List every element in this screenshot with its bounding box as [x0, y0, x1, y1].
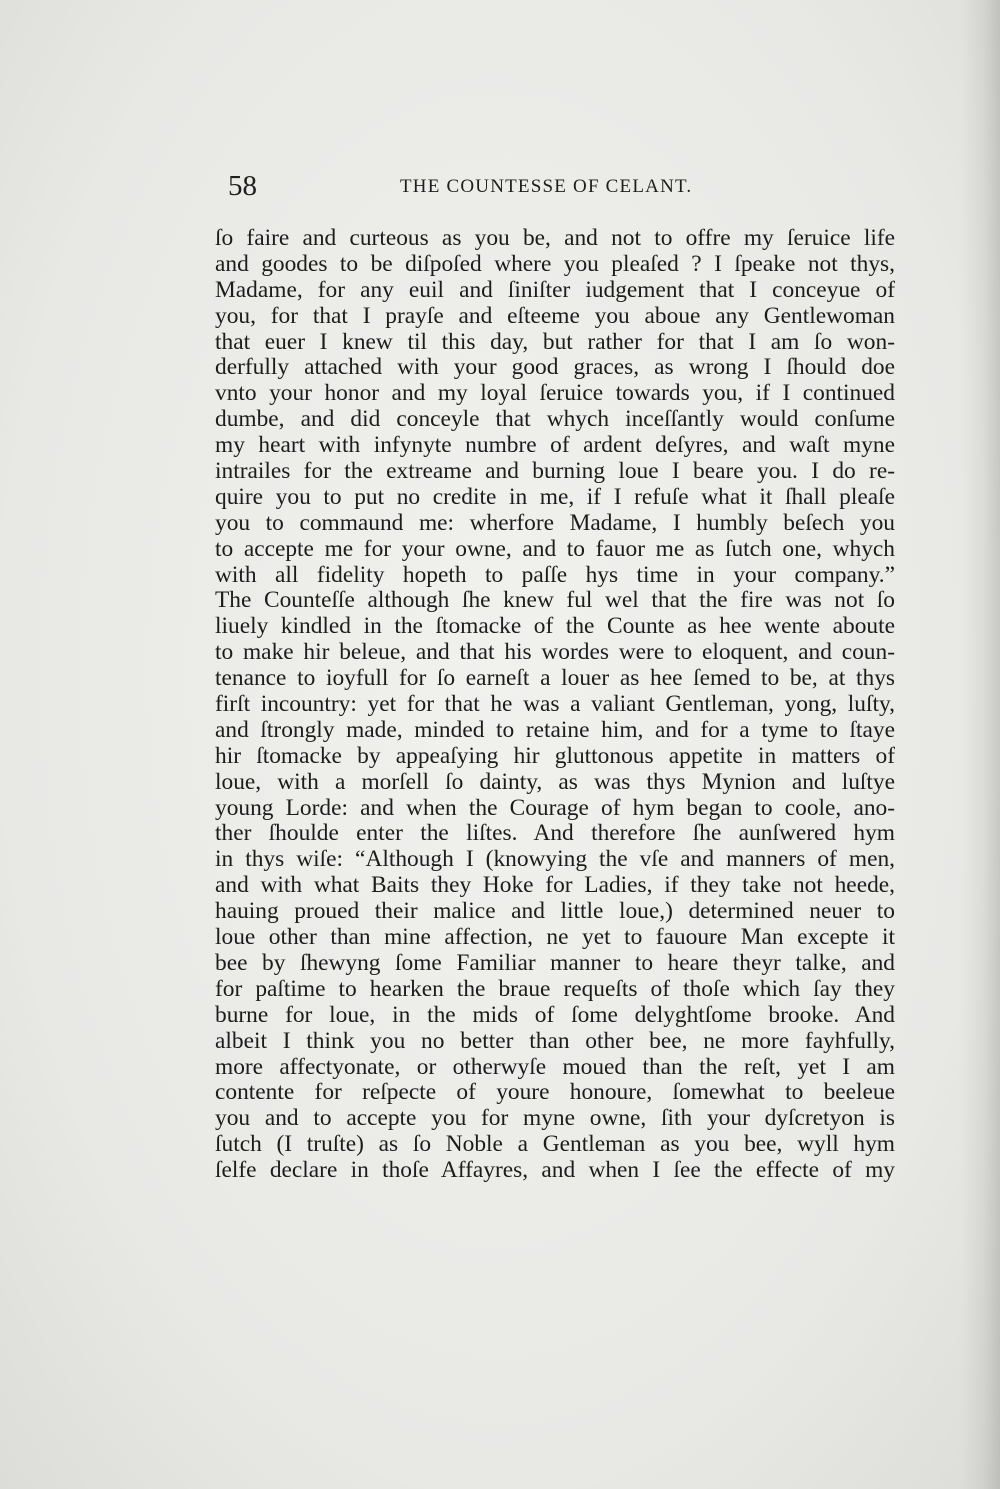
- text-line: vnto your honor and my loyal ſeruice towards you, if I continued: [215, 381, 895, 407]
- text-line: liuely kindled in the ſtomacke of the Counte as hee wente aboute: [215, 614, 895, 640]
- page-number: 58: [228, 170, 257, 202]
- text-line: ſelfe declare in thoſe Affayres, and when I ſee the effecte of my: [215, 1158, 895, 1184]
- running-head: [228, 170, 878, 202]
- text-line: you, for that I prayſe and eſteeme you aboue any Gentlewoman: [215, 303, 895, 329]
- text-line: loue, with a morſell ſo dainty, as was thys Mynion and luſtye: [215, 769, 895, 795]
- text-line: hir ſtomacke by appeaſying hir gluttonous appetite in matters of: [215, 743, 895, 769]
- text-line: burne for loue, in the mids of ſome delyghtſome brooke. And: [215, 1002, 895, 1028]
- text-line: bee by ſhewyng ſome Familiar manner to heare theyr talke, and: [215, 950, 895, 976]
- body-text: [215, 226, 895, 1184]
- text-line: ſo faire and curteous as you be, and not to offre my ſeruice life: [215, 226, 895, 251]
- text-line: young Lorde: and when the Courage of hym began to coole, ano-: [215, 795, 895, 821]
- text-line: loue other than mine affection, ne yet to fauoure Man excepte it: [215, 925, 895, 951]
- text-line: and goodes to be diſpoſed where you pleaſed ? I ſpeake not thys,: [215, 251, 895, 277]
- text-line: quire you to put no credite in me, if I refuſe what it ſhall pleaſe: [215, 484, 895, 510]
- text-line: tenance to ioyfull for ſo earneſt a louer as hee ſemed to be, at thys: [215, 666, 895, 692]
- text-line: that euer I knew til this day, but rather for that I am ſo won-: [215, 329, 895, 355]
- text-line: more affectyonate, or otherwyſe moued than the reſt, yet I am: [215, 1054, 895, 1080]
- text-line: derfully attached with your good graces, as wrong I ſhould doe: [215, 355, 895, 381]
- text-line: my heart with infynyte numbre of ardent deſyres, and waſt myne: [215, 433, 895, 459]
- running-title: THE COUNTESSE OF CELANT.: [400, 176, 693, 197]
- text-line: contente for reſpecte of youre honoure, ſomewhat to beeleue: [215, 1080, 895, 1106]
- text-line: intrailes for the extreame and burning loue I beare you. I do re-: [215, 459, 895, 485]
- text-line: to make hir beleue, and that his wordes were to eloquent, and coun-: [215, 640, 895, 666]
- text-line: albeit I think you no better than other bee, ne more fayhfully,: [215, 1028, 895, 1054]
- text-line: to accepte me for your owne, and to fauor me as ſutch one, whych: [215, 536, 895, 562]
- page-edge-shadow: [960, 0, 1000, 1489]
- text-line: Madame, for any euil and ſiniſter iudgement that I conceyue of: [215, 277, 895, 303]
- text-line: for paſtime to hearken the braue requeſts of thoſe which ſay they: [215, 976, 895, 1002]
- text-line: and ſtrongly made, minded to retaine him, and for a tyme to ſtaye: [215, 717, 895, 743]
- text-line: with all fidelity hopeth to paſſe hys time in your company.”: [215, 562, 895, 588]
- text-line: hauing proued their malice and little loue,) determined neuer to: [215, 899, 895, 925]
- text-line: ſutch (I truſte) as ſo Noble a Gentleman as you bee, wyll hym: [215, 1132, 895, 1158]
- text-line: firſt incountry: yet for that he was a valiant Gentleman, yong, luſty,: [215, 692, 895, 718]
- text-line: ther ſhoulde enter the liſtes. And therefore ſhe aunſwered hym: [215, 821, 895, 847]
- text-line: The Counteſſe although ſhe knew ful wel that the fire was not ſo: [215, 588, 895, 614]
- text-line: in thys wiſe: “Although I (knowying the vſe and manners of men,: [215, 847, 895, 873]
- text-line: and with what Baits they Hoke for Ladies, if they take not heede,: [215, 873, 895, 899]
- text-line: dumbe, and did conceyle that whych inceſſantly would conſume: [215, 407, 895, 433]
- text-line: you and to accepte you for myne owne, ſith your dyſcretyon is: [215, 1106, 895, 1132]
- text-line: you to commaund me: wherfore Madame, I humbly beſech you: [215, 510, 895, 536]
